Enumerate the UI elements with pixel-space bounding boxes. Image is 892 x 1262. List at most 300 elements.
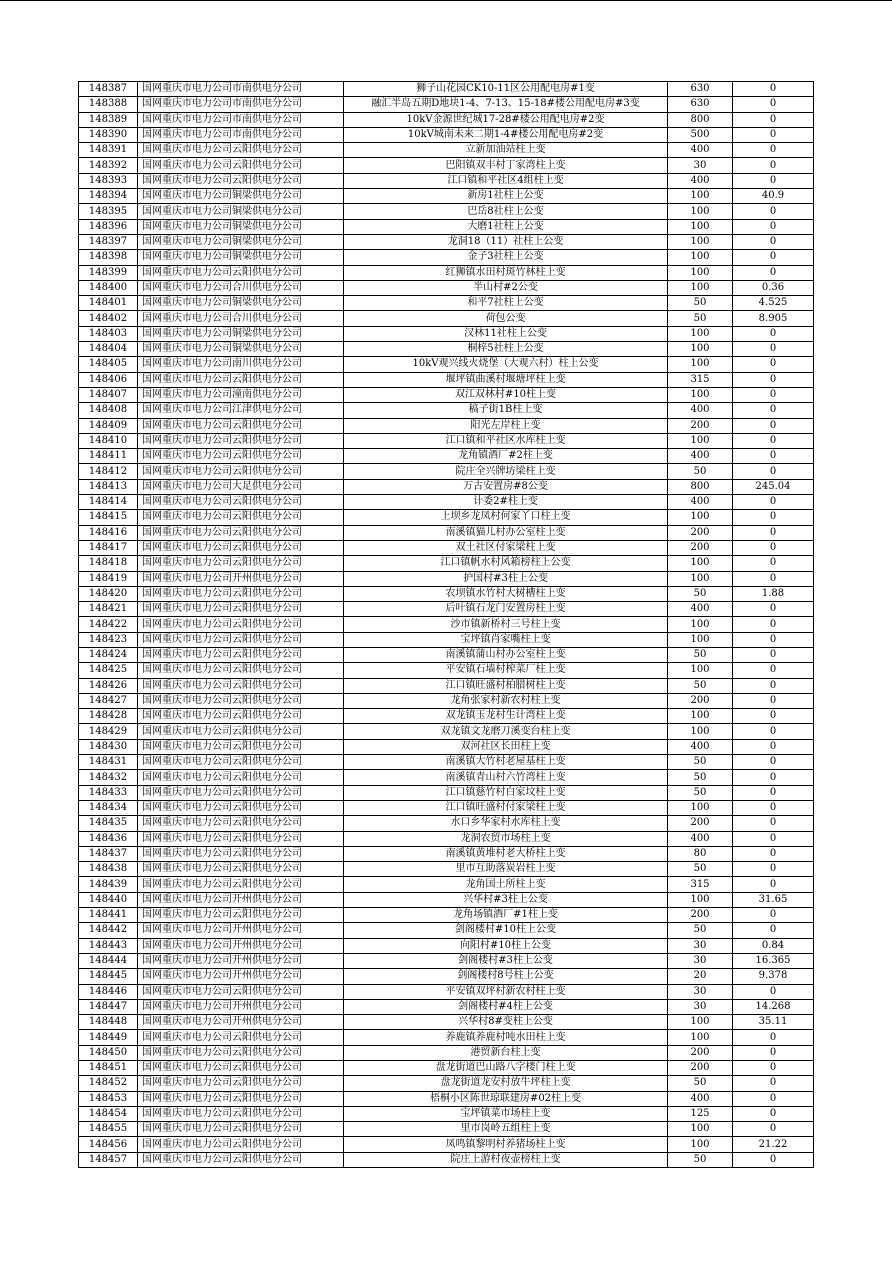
record-id-cell: 148401 bbox=[79, 296, 138, 311]
transformer-name-cell: 稿子街1B柱上变 bbox=[344, 403, 668, 418]
table-row bbox=[79, 647, 814, 662]
table-row bbox=[79, 1137, 814, 1152]
table-row bbox=[79, 525, 814, 540]
company-cell: 国网重庆市电力公司云阳供电分公司 bbox=[138, 816, 344, 831]
capacity-cell: 800 bbox=[668, 112, 733, 127]
table-row bbox=[79, 250, 814, 265]
capacity-cell: 100 bbox=[668, 1030, 733, 1045]
company-cell: 国网重庆市电力公司市南供电分公司 bbox=[138, 82, 344, 97]
capacity-cell: 200 bbox=[668, 418, 733, 433]
table-row bbox=[79, 800, 814, 815]
value-cell: 0 bbox=[733, 1106, 814, 1121]
capacity-cell: 100 bbox=[668, 280, 733, 295]
transformer-name-cell: 农坝镇水竹村大树槽柱上变 bbox=[344, 586, 668, 601]
value-cell: 0 bbox=[733, 739, 814, 754]
company-cell: 国网重庆市电力公司云阳供电分公司 bbox=[138, 433, 344, 448]
value-cell: 0 bbox=[733, 1045, 814, 1060]
capacity-cell: 100 bbox=[668, 250, 733, 265]
capacity-cell: 50 bbox=[668, 311, 733, 326]
transformer-name-cell: 江口镇慈竹村白家坟柱上变 bbox=[344, 785, 668, 800]
value-cell: 0 bbox=[733, 831, 814, 846]
value-cell: 0 bbox=[733, 571, 814, 586]
value-cell: 0 bbox=[733, 923, 814, 938]
capacity-cell: 400 bbox=[668, 831, 733, 846]
table-row bbox=[79, 1076, 814, 1091]
transformer-name-cell: 梧桐小区陈世琼联建房#02柱上变 bbox=[344, 1091, 668, 1106]
record-id-cell: 148447 bbox=[79, 999, 138, 1014]
record-id-cell: 148432 bbox=[79, 770, 138, 785]
table-row bbox=[79, 1045, 814, 1060]
transformer-name-cell: 大磨1社柱上公变 bbox=[344, 219, 668, 234]
transformer-name-cell: 红狮镇水田村斑竹林柱上变 bbox=[344, 265, 668, 280]
transformer-name-cell: 向阳村#10柱上公变 bbox=[344, 938, 668, 953]
company-cell: 国网重庆市电力公司云阳供电分公司 bbox=[138, 540, 344, 555]
table-row bbox=[79, 816, 814, 831]
value-cell: 0 bbox=[733, 387, 814, 402]
table-row bbox=[79, 571, 814, 586]
value-cell: 8.905 bbox=[733, 311, 814, 326]
page-top-rule bbox=[0, 0, 892, 1]
capacity-cell: 200 bbox=[668, 540, 733, 555]
value-cell: 0 bbox=[733, 433, 814, 448]
value-cell: 0 bbox=[733, 495, 814, 510]
table-row bbox=[79, 984, 814, 999]
record-id-cell: 148433 bbox=[79, 785, 138, 800]
company-cell: 国网重庆市电力公司云阳供电分公司 bbox=[138, 464, 344, 479]
company-cell: 国网重庆市电力公司云阳供电分公司 bbox=[138, 632, 344, 647]
record-id-cell: 148456 bbox=[79, 1137, 138, 1152]
value-cell: 0 bbox=[733, 326, 814, 341]
record-id-cell: 148435 bbox=[79, 816, 138, 831]
record-id-cell: 148404 bbox=[79, 342, 138, 357]
capacity-cell: 100 bbox=[668, 204, 733, 219]
capacity-cell: 50 bbox=[668, 1076, 733, 1091]
record-id-cell: 148451 bbox=[79, 1061, 138, 1076]
company-cell: 国网重庆市电力公司江津供电分公司 bbox=[138, 403, 344, 418]
transformer-name-cell: 宝坪镇肖家嘴柱上变 bbox=[344, 632, 668, 647]
transformer-name-cell: 里市互助落炭岩柱上变 bbox=[344, 862, 668, 877]
table-row bbox=[79, 908, 814, 923]
table-row bbox=[79, 464, 814, 479]
transformer-name-cell: 兴华村#3柱上公变 bbox=[344, 892, 668, 907]
company-cell: 国网重庆市电力公司云阳供电分公司 bbox=[138, 617, 344, 632]
company-cell: 国网重庆市电力公司市南供电分公司 bbox=[138, 127, 344, 142]
record-id-cell: 148452 bbox=[79, 1076, 138, 1091]
transformer-name-cell: 龙洞18（11）社柱上公变 bbox=[344, 234, 668, 249]
capacity-cell: 100 bbox=[668, 1122, 733, 1137]
value-cell: 0 bbox=[733, 234, 814, 249]
capacity-cell: 500 bbox=[668, 127, 733, 142]
company-cell: 国网重庆市电力公司开州供电分公司 bbox=[138, 938, 344, 953]
value-cell: 35.11 bbox=[733, 1015, 814, 1030]
value-cell: 0 bbox=[733, 1122, 814, 1137]
record-id-cell: 148391 bbox=[79, 143, 138, 158]
value-cell: 0 bbox=[733, 449, 814, 464]
table-row bbox=[79, 617, 814, 632]
value-cell: 0 bbox=[733, 403, 814, 418]
capacity-cell: 50 bbox=[668, 678, 733, 693]
table-row bbox=[79, 510, 814, 525]
company-cell: 国网重庆市电力公司铜梁供电分公司 bbox=[138, 250, 344, 265]
transformer-name-cell: 江口镇和平社区4组柱上变 bbox=[344, 173, 668, 188]
record-id-cell: 148394 bbox=[79, 189, 138, 204]
company-cell: 国网重庆市电力公司市南供电分公司 bbox=[138, 97, 344, 112]
record-id-cell: 148400 bbox=[79, 280, 138, 295]
transformer-name-cell: 护国村#3柱上公变 bbox=[344, 571, 668, 586]
capacity-cell: 50 bbox=[668, 770, 733, 785]
transformer-name-cell: 堰坪镇曲溪村堰塘坪柱上变 bbox=[344, 372, 668, 387]
company-cell: 国网重庆市电力公司云阳供电分公司 bbox=[138, 556, 344, 571]
transformer-name-cell: 港贸新台柱上变 bbox=[344, 1045, 668, 1060]
capacity-cell: 30 bbox=[668, 158, 733, 173]
record-id-cell: 148457 bbox=[79, 1152, 138, 1167]
value-cell: 0 bbox=[733, 143, 814, 158]
company-cell: 国网重庆市电力公司云阳供电分公司 bbox=[138, 739, 344, 754]
table-row bbox=[79, 418, 814, 433]
record-id-cell: 148403 bbox=[79, 326, 138, 341]
value-cell: 0 bbox=[733, 173, 814, 188]
table-row bbox=[79, 1061, 814, 1076]
capacity-cell: 30 bbox=[668, 984, 733, 999]
capacity-cell: 100 bbox=[668, 800, 733, 815]
value-cell: 9.378 bbox=[733, 969, 814, 984]
transformer-name-cell: 万古安置房#8公变 bbox=[344, 479, 668, 494]
company-cell: 国网重庆市电力公司云阳供电分公司 bbox=[138, 785, 344, 800]
record-id-cell: 148445 bbox=[79, 969, 138, 984]
transformer-name-cell: 上坝乡龙凤村何家丫口柱上变 bbox=[344, 510, 668, 525]
record-id-cell: 148438 bbox=[79, 862, 138, 877]
company-cell: 国网重庆市电力公司云阳供电分公司 bbox=[138, 1091, 344, 1106]
record-id-cell: 148434 bbox=[79, 800, 138, 815]
table-row bbox=[79, 586, 814, 601]
table-row bbox=[79, 403, 814, 418]
record-id-cell: 148399 bbox=[79, 265, 138, 280]
company-cell: 国网重庆市电力公司云阳供电分公司 bbox=[138, 846, 344, 861]
transformer-name-cell: 水口乡华家村水库柱上变 bbox=[344, 816, 668, 831]
company-cell: 国网重庆市电力公司云阳供电分公司 bbox=[138, 265, 344, 280]
table-row bbox=[79, 357, 814, 372]
table-row bbox=[79, 127, 814, 142]
company-cell: 国网重庆市电力公司开州供电分公司 bbox=[138, 969, 344, 984]
transformer-name-cell: 汉林11社柱上公变 bbox=[344, 326, 668, 341]
company-cell: 国网重庆市电力公司云阳供电分公司 bbox=[138, 1106, 344, 1121]
record-id-cell: 148407 bbox=[79, 387, 138, 402]
record-id-cell: 148446 bbox=[79, 984, 138, 999]
company-cell: 国网重庆市电力公司开州供电分公司 bbox=[138, 923, 344, 938]
value-cell: 0 bbox=[733, 158, 814, 173]
table-row bbox=[79, 632, 814, 647]
table-row bbox=[79, 449, 814, 464]
transformer-name-cell: 半山村#2公变 bbox=[344, 280, 668, 295]
value-cell: 0 bbox=[733, 1091, 814, 1106]
capacity-cell: 125 bbox=[668, 1106, 733, 1121]
company-cell: 国网重庆市电力公司潼南供电分公司 bbox=[138, 387, 344, 402]
transformer-name-cell: 龙角国土所柱上变 bbox=[344, 877, 668, 892]
company-cell: 国网重庆市电力公司云阳供电分公司 bbox=[138, 143, 344, 158]
capacity-cell: 50 bbox=[668, 755, 733, 770]
value-cell: 0 bbox=[733, 785, 814, 800]
record-id-cell: 148453 bbox=[79, 1091, 138, 1106]
capacity-cell: 100 bbox=[668, 189, 733, 204]
capacity-cell: 200 bbox=[668, 1061, 733, 1076]
capacity-cell: 100 bbox=[668, 556, 733, 571]
value-cell: 0 bbox=[733, 556, 814, 571]
value-cell: 0.84 bbox=[733, 938, 814, 953]
table-row bbox=[79, 173, 814, 188]
value-cell: 0 bbox=[733, 204, 814, 219]
table-row bbox=[79, 709, 814, 724]
value-cell: 0 bbox=[733, 82, 814, 97]
transformer-name-cell: 沙市镇新桥村三号柱上变 bbox=[344, 617, 668, 632]
capacity-cell: 400 bbox=[668, 602, 733, 617]
company-cell: 国网重庆市电力公司云阳供电分公司 bbox=[138, 800, 344, 815]
value-cell: 0 bbox=[733, 602, 814, 617]
record-id-cell: 148444 bbox=[79, 953, 138, 968]
capacity-cell: 80 bbox=[668, 846, 733, 861]
capacity-cell: 100 bbox=[668, 1137, 733, 1152]
table-row bbox=[79, 999, 814, 1014]
value-cell: 0 bbox=[733, 97, 814, 112]
transformer-name-cell: 双江双林村#10柱上变 bbox=[344, 387, 668, 402]
capacity-cell: 50 bbox=[668, 647, 733, 662]
company-cell: 国网重庆市电力公司云阳供电分公司 bbox=[138, 770, 344, 785]
value-cell: 0 bbox=[733, 112, 814, 127]
company-cell: 国网重庆市电力公司云阳供电分公司 bbox=[138, 495, 344, 510]
record-id-cell: 148443 bbox=[79, 938, 138, 953]
capacity-cell: 30 bbox=[668, 953, 733, 968]
transformer-name-cell: 养鹿镇养鹿村吨水田柱上变 bbox=[344, 1030, 668, 1045]
capacity-cell: 50 bbox=[668, 464, 733, 479]
company-cell: 国网重庆市电力公司云阳供电分公司 bbox=[138, 525, 344, 540]
company-cell: 国网重庆市电力公司云阳供电分公司 bbox=[138, 1045, 344, 1060]
company-cell: 国网重庆市电力公司云阳供电分公司 bbox=[138, 678, 344, 693]
table-row bbox=[79, 372, 814, 387]
record-id-cell: 148393 bbox=[79, 173, 138, 188]
value-cell: 0 bbox=[733, 770, 814, 785]
company-cell: 国网重庆市电力公司开州供电分公司 bbox=[138, 892, 344, 907]
capacity-cell: 200 bbox=[668, 816, 733, 831]
record-id-cell: 148413 bbox=[79, 479, 138, 494]
transformer-name-cell: 盘龙街道巴山路八字楼门柱上变 bbox=[344, 1061, 668, 1076]
company-cell: 国网重庆市电力公司开州供电分公司 bbox=[138, 571, 344, 586]
record-id-cell: 148387 bbox=[79, 82, 138, 97]
capacity-cell: 100 bbox=[668, 387, 733, 402]
table-row bbox=[79, 158, 814, 173]
company-cell: 国网重庆市电力公司云阳供电分公司 bbox=[138, 1076, 344, 1091]
value-cell: 0 bbox=[733, 540, 814, 555]
transformer-name-cell: 巴岳8社柱上公变 bbox=[344, 204, 668, 219]
record-id-cell: 148427 bbox=[79, 693, 138, 708]
company-cell: 国网重庆市电力公司合川供电分公司 bbox=[138, 311, 344, 326]
table-row bbox=[79, 387, 814, 402]
transformer-name-cell: 剑阁楼村8号柱上公变 bbox=[344, 969, 668, 984]
transformer-name-cell: 江口镇和平社区水库柱上变 bbox=[344, 433, 668, 448]
capacity-cell: 100 bbox=[668, 234, 733, 249]
record-id-cell: 148442 bbox=[79, 923, 138, 938]
value-cell: 16.365 bbox=[733, 953, 814, 968]
value-cell: 40.9 bbox=[733, 189, 814, 204]
record-id-cell: 148430 bbox=[79, 739, 138, 754]
value-cell: 0 bbox=[733, 510, 814, 525]
transformer-name-cell: 剑阁楼村#4柱上公变 bbox=[344, 999, 668, 1014]
record-id-cell: 148388 bbox=[79, 97, 138, 112]
record-id-cell: 148454 bbox=[79, 1106, 138, 1121]
value-cell: 0 bbox=[733, 984, 814, 999]
transformer-name-cell: 立新加油站柱上变 bbox=[344, 143, 668, 158]
table-row bbox=[79, 923, 814, 938]
value-cell: 1.88 bbox=[733, 586, 814, 601]
table-row bbox=[79, 693, 814, 708]
record-id-cell: 148439 bbox=[79, 877, 138, 892]
company-cell: 国网重庆市电力公司铜梁供电分公司 bbox=[138, 204, 344, 219]
record-id-cell: 148414 bbox=[79, 495, 138, 510]
transformer-name-cell: 剑阁楼村#3柱上公变 bbox=[344, 953, 668, 968]
transformer-name-cell: 南溪镇青山村六竹湾柱上变 bbox=[344, 770, 668, 785]
capacity-cell: 100 bbox=[668, 709, 733, 724]
transformer-name-cell: 双龙镇文龙磨刀溪变台柱上变 bbox=[344, 724, 668, 739]
value-cell: 0 bbox=[733, 678, 814, 693]
capacity-cell: 100 bbox=[668, 433, 733, 448]
value-cell: 0 bbox=[733, 908, 814, 923]
company-cell: 国网重庆市电力公司市南供电分公司 bbox=[138, 112, 344, 127]
capacity-cell: 100 bbox=[668, 357, 733, 372]
capacity-cell: 400 bbox=[668, 143, 733, 158]
table-row bbox=[79, 556, 814, 571]
transformer-name-cell: 10kV城南未来二期1-4#楼公用配电房#2变 bbox=[344, 127, 668, 142]
company-cell: 国网重庆市电力公司云阳供电分公司 bbox=[138, 709, 344, 724]
record-id-cell: 148395 bbox=[79, 204, 138, 219]
value-cell: 21.22 bbox=[733, 1137, 814, 1152]
company-cell: 国网重庆市电力公司开州供电分公司 bbox=[138, 953, 344, 968]
company-cell: 国网重庆市电力公司云阳供电分公司 bbox=[138, 510, 344, 525]
transformer-name-cell: 新房1社柱上公变 bbox=[344, 189, 668, 204]
transformer-name-cell: 江口镇旺盛村付家梁柱上变 bbox=[344, 800, 668, 815]
transformer-name-cell: 龙角张家村新农村柱上变 bbox=[344, 693, 668, 708]
capacity-cell: 100 bbox=[668, 892, 733, 907]
record-id-cell: 148419 bbox=[79, 571, 138, 586]
capacity-cell: 50 bbox=[668, 923, 733, 938]
capacity-cell: 400 bbox=[668, 739, 733, 754]
table-row bbox=[79, 724, 814, 739]
value-cell: 0 bbox=[733, 663, 814, 678]
table-row bbox=[79, 678, 814, 693]
record-id-cell: 148398 bbox=[79, 250, 138, 265]
company-cell: 国网重庆市电力公司开州供电分公司 bbox=[138, 999, 344, 1014]
record-id-cell: 148411 bbox=[79, 449, 138, 464]
record-id-cell: 148418 bbox=[79, 556, 138, 571]
record-id-cell: 148416 bbox=[79, 525, 138, 540]
record-id-cell: 148402 bbox=[79, 311, 138, 326]
record-id-cell: 148421 bbox=[79, 602, 138, 617]
record-id-cell: 148420 bbox=[79, 586, 138, 601]
transformer-name-cell: 龙角场镇酒厂#1柱上变 bbox=[344, 908, 668, 923]
capacity-cell: 400 bbox=[668, 403, 733, 418]
record-id-cell: 148440 bbox=[79, 892, 138, 907]
company-cell: 国网重庆市电力公司云阳供电分公司 bbox=[138, 877, 344, 892]
transformer-table-body bbox=[79, 82, 814, 1168]
capacity-cell: 50 bbox=[668, 296, 733, 311]
capacity-cell: 100 bbox=[668, 617, 733, 632]
transformer-name-cell: 平安镇石墙村榨菜厂柱上变 bbox=[344, 663, 668, 678]
table-row bbox=[79, 877, 814, 892]
record-id-cell: 148428 bbox=[79, 709, 138, 724]
value-cell: 0 bbox=[733, 525, 814, 540]
value-cell: 0 bbox=[733, 755, 814, 770]
transformer-name-cell: 计委2#柱上变 bbox=[344, 495, 668, 510]
table-row bbox=[79, 342, 814, 357]
value-cell: 245.04 bbox=[733, 479, 814, 494]
capacity-cell: 50 bbox=[668, 586, 733, 601]
company-cell: 国网重庆市电力公司云阳供电分公司 bbox=[138, 602, 344, 617]
capacity-cell: 30 bbox=[668, 999, 733, 1014]
value-cell: 31.65 bbox=[733, 892, 814, 907]
table-row bbox=[79, 265, 814, 280]
transformer-name-cell: 江口镇旺盛村柏腊树柱上变 bbox=[344, 678, 668, 693]
company-cell: 国网重庆市电力公司铜梁供电分公司 bbox=[138, 326, 344, 341]
value-cell: 0 bbox=[733, 724, 814, 739]
capacity-cell: 100 bbox=[668, 219, 733, 234]
company-cell: 国网重庆市电力公司云阳供电分公司 bbox=[138, 663, 344, 678]
company-cell: 国网重庆市电力公司铜梁供电分公司 bbox=[138, 296, 344, 311]
capacity-cell: 400 bbox=[668, 1091, 733, 1106]
company-cell: 国网重庆市电力公司云阳供电分公司 bbox=[138, 693, 344, 708]
table-row bbox=[79, 296, 814, 311]
company-cell: 国网重庆市电力公司云阳供电分公司 bbox=[138, 449, 344, 464]
record-id-cell: 148429 bbox=[79, 724, 138, 739]
company-cell: 国网重庆市电力公司云阳供电分公司 bbox=[138, 755, 344, 770]
record-id-cell: 148417 bbox=[79, 540, 138, 555]
transformer-name-cell: 平安镇双坪村新农村柱上变 bbox=[344, 984, 668, 999]
table-row bbox=[79, 219, 814, 234]
table-row bbox=[79, 739, 814, 754]
company-cell: 国网重庆市电力公司云阳供电分公司 bbox=[138, 724, 344, 739]
record-id-cell: 148396 bbox=[79, 219, 138, 234]
record-id-cell: 148450 bbox=[79, 1045, 138, 1060]
table-row bbox=[79, 1106, 814, 1121]
table-row bbox=[79, 953, 814, 968]
transformer-name-cell: 桐梓5社柱上公变 bbox=[344, 342, 668, 357]
transformer-name-cell: 龙洞农贸市场柱上变 bbox=[344, 831, 668, 846]
capacity-cell: 200 bbox=[668, 525, 733, 540]
table-row bbox=[79, 311, 814, 326]
company-cell: 国网重庆市电力公司云阳供电分公司 bbox=[138, 173, 344, 188]
company-cell: 国网重庆市电力公司云阳供电分公司 bbox=[138, 372, 344, 387]
capacity-cell: 100 bbox=[668, 724, 733, 739]
record-id-cell: 148431 bbox=[79, 755, 138, 770]
value-cell: 0 bbox=[733, 709, 814, 724]
value-cell: 0 bbox=[733, 846, 814, 861]
company-cell: 国网重庆市电力公司开州供电分公司 bbox=[138, 1015, 344, 1030]
value-cell: 0 bbox=[733, 464, 814, 479]
transformer-name-cell: 南溪镇蒲山村办公室柱上变 bbox=[344, 647, 668, 662]
transformer-name-cell: 凤鸣镇黎明村养猪场柱上变 bbox=[344, 1137, 668, 1152]
record-id-cell: 148405 bbox=[79, 357, 138, 372]
capacity-cell: 20 bbox=[668, 969, 733, 984]
transformer-name-cell: 融汇半岛五期D地块1-4、7-13、15-18#楼公用配电房#3变 bbox=[344, 97, 668, 112]
company-cell: 国网重庆市电力公司云阳供电分公司 bbox=[138, 418, 344, 433]
transformer-name-cell: 南溪镇猫儿村办公室柱上变 bbox=[344, 525, 668, 540]
record-id-cell: 148436 bbox=[79, 831, 138, 846]
transformer-name-cell: 和平7社柱上公变 bbox=[344, 296, 668, 311]
transformer-name-cell: 院庄上游村夜壶榜柱上变 bbox=[344, 1152, 668, 1167]
capacity-cell: 100 bbox=[668, 1015, 733, 1030]
transformer-name-cell: 阳光左岸柱上变 bbox=[344, 418, 668, 433]
table-row bbox=[79, 846, 814, 861]
value-cell: 0 bbox=[733, 219, 814, 234]
capacity-cell: 100 bbox=[668, 663, 733, 678]
capacity-cell: 200 bbox=[668, 1045, 733, 1060]
capacity-cell: 50 bbox=[668, 785, 733, 800]
